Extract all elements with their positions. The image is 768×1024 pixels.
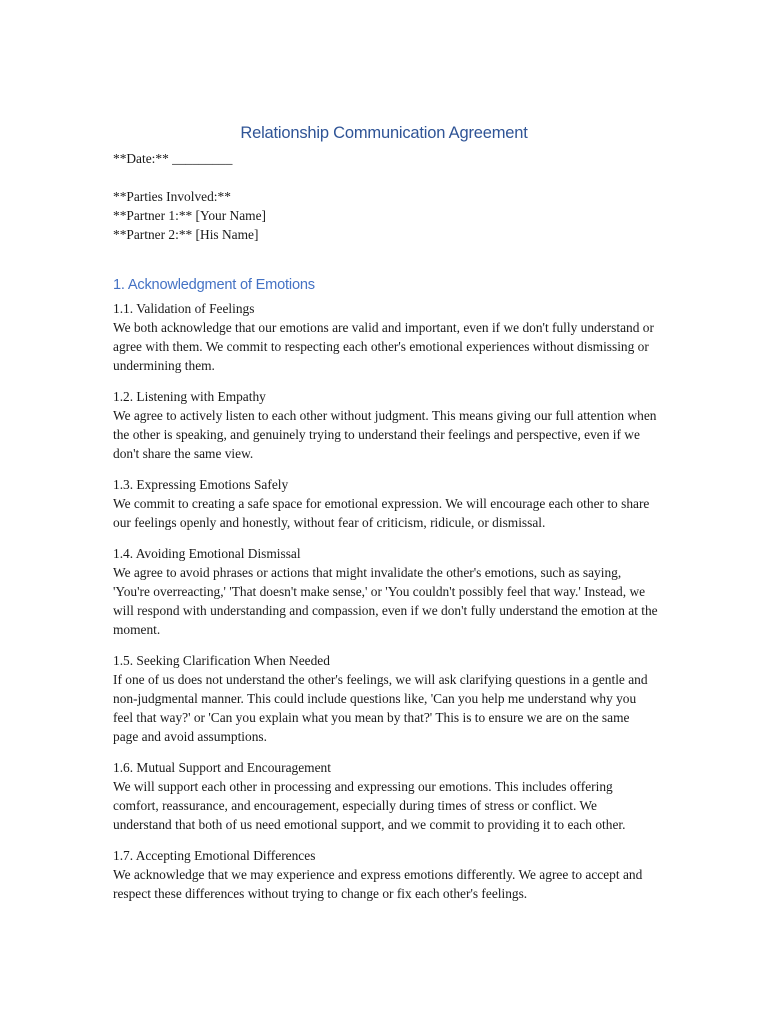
subsection-title: 1.6. Mutual Support and Encouragement <box>113 760 331 775</box>
subsection <box>113 299 658 375</box>
subsection-text: We will support each other in processing and expressing our emotions. This includes offering comfort, reassurance, and encouragement, especially during times of stress or conflict. We understand that both of us need emotional support, and we commit to providing it to each other. <box>113 779 626 832</box>
subsection-title: 1.4. Avoiding Emotional Dismissal <box>113 546 301 561</box>
subsection-text: We acknowledge that we may experience and express emotions differently. We agree to accept and respect these differences without trying to change or fix each other's feelings. <box>113 867 643 901</box>
subsection <box>113 758 658 834</box>
subsection <box>113 387 658 463</box>
section-subsections <box>113 299 658 915</box>
subsection <box>113 651 658 746</box>
subsection-text: We agree to avoid phrases or actions that might invalidate the other's emotions, such as saying, 'You're overreacting,' 'That doesn't make sense,' or 'You couldn't possibly feel that way.' Instead, we will respond with understanding and compassion, even if we don't fully understand the emotion at the moment. <box>113 565 658 637</box>
subsection-title: 1.7. Accepting Emotional Differences <box>113 848 316 863</box>
subsection <box>113 544 658 639</box>
subsection-text: If one of us does not understand the other's feelings, we will ask clarifying questions in a gentle and non-judgmental manner. This could include questions like, 'Can you help me understand why you feel that way?' or 'Can you explain what you mean by that?' This is to ensure we are on the same page and avoid assumptions. <box>113 672 648 744</box>
subsection-title: 1.3. Expressing Emotions Safely <box>113 477 289 492</box>
subsection-title: 1.2. Listening with Empathy <box>113 389 266 404</box>
spacer <box>113 168 658 187</box>
section-heading: 1. Acknowledgment of Emotions <box>113 277 315 293</box>
subsection-text: We commit to creating a safe space for emotional expression. We will encourage each other to share our feelings openly and honestly, without fear of criticism, ridicule, or dismissal. <box>113 496 650 530</box>
subsection <box>113 475 658 532</box>
agreement-meta <box>113 149 658 244</box>
subsection-title: 1.1. Validation of Feelings <box>113 301 255 316</box>
partner-2-line: **Partner 2:** [His Name] <box>113 227 259 242</box>
date-line: **Date:** _________ <box>113 151 233 166</box>
document-title: Relationship Communication Agreement <box>240 124 528 142</box>
parties-heading: **Parties Involved:** <box>113 189 231 204</box>
subsection-text: We both acknowledge that our emotions are valid and important, even if we don't fully understand or agree with them. We commit to respecting each other's emotional experiences without dismissing or undermining them. <box>113 320 654 373</box>
partner-1-line: **Partner 1:** [Your Name] <box>113 208 266 223</box>
subsection-title: 1.5. Seeking Clarification When Needed <box>113 653 330 668</box>
subsection-text: We agree to actively listen to each other without judgment. This means giving our full attention when the other is speaking, and genuinely trying to understand their feelings and perspective, even if we don't share the same view. <box>113 408 657 461</box>
subsection <box>113 846 658 903</box>
